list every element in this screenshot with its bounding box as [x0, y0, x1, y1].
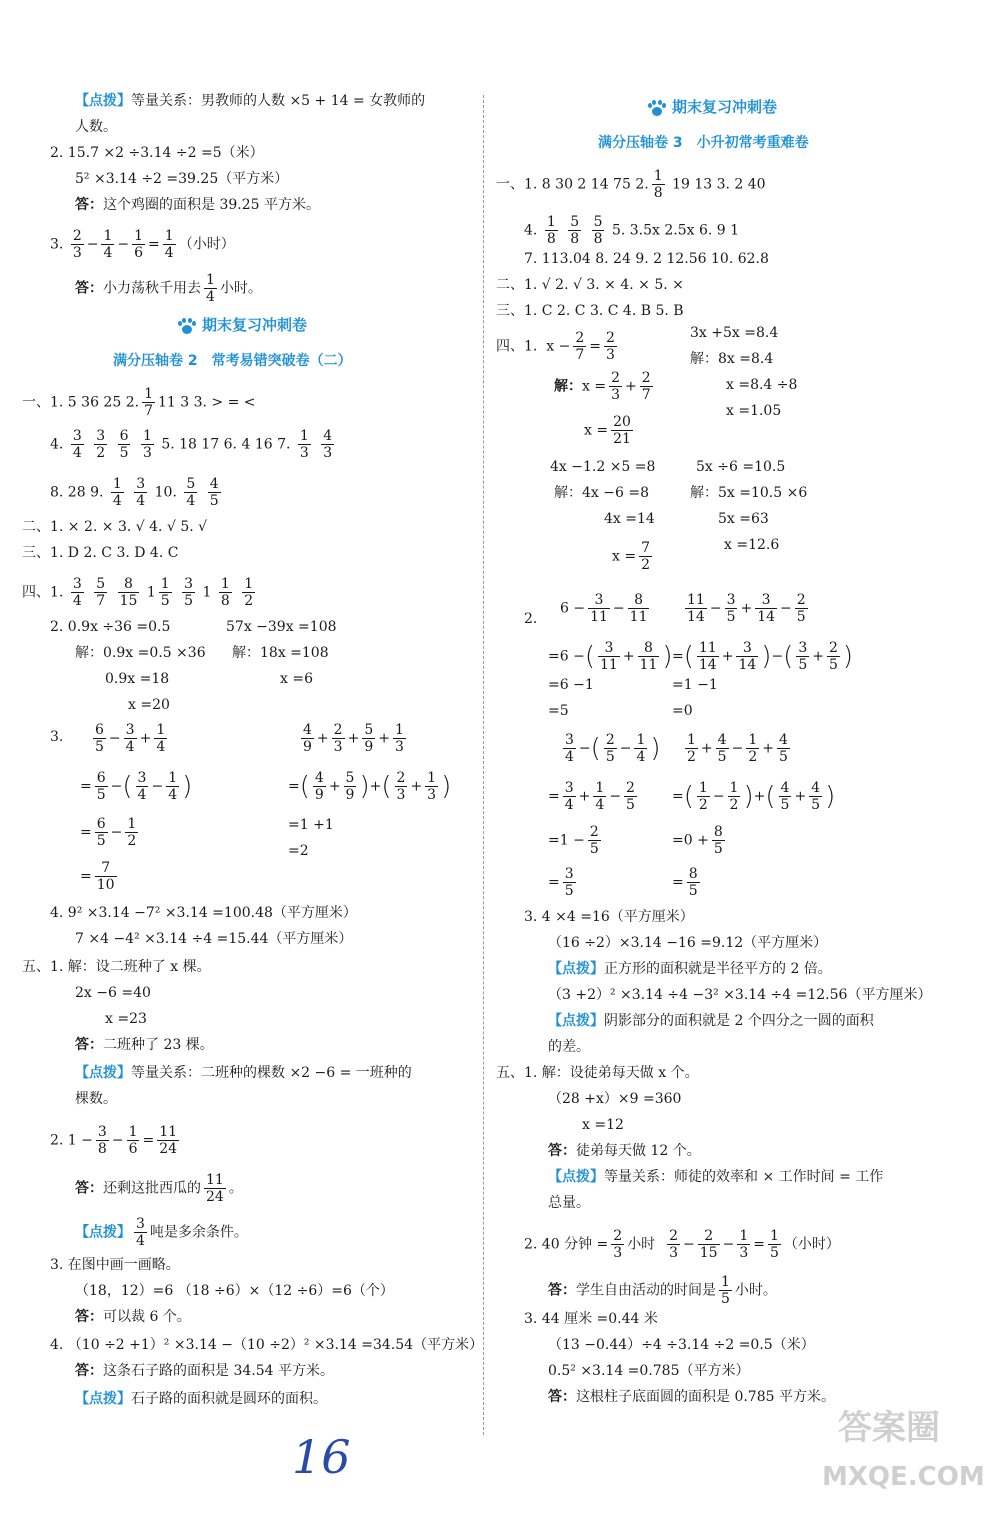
column-divider [483, 95, 484, 1435]
eq-line: 57x −39x =108 [226, 619, 337, 635]
q-number: 2. [524, 611, 538, 627]
calc-line: $\frac{4}{9}$ + $\frac{2}{3}$ + $\frac{5}{9}$ + $\frac{1}{3}$ [303, 722, 404, 755]
paw-icon [648, 100, 666, 116]
eq-line: 3x +5x =8.4 [690, 325, 779, 341]
calc-line: $\frac{11}{14}$ − $\frac{3}{5}$ + $\frac{3}{14}$ − $\frac{2}{5}$ [687, 592, 806, 625]
eq-line: 4x −1.2 ×5 =8 [550, 459, 656, 475]
q3-expression: 3. $\frac{2}{3}$ − $\frac{1}{4}$ − $\frac{1}{6}$ = $\frac{1}{4}$ （小时） [50, 228, 235, 261]
page-number: 16 [292, 1430, 351, 1484]
calc-line: 2. 40 分钟 = $\frac{2}{3}$ 小时 $\frac{2}{3}$ − $\frac{2}{15}$ − $\frac{1}{3}$ = $\frac{1}{5}$ （小时） [524, 1228, 840, 1261]
eq-line: 解：x = $\frac{2}{3}$ + $\frac{2}{7}$ [554, 370, 651, 403]
calc-line: =5 [548, 703, 569, 719]
calc-line: （3 +2）² ×3.14 ÷4 −3² ×3.14 ÷4 =12.56（平方厘米） [548, 987, 932, 1003]
calc-line: = $\frac{8}{5}$ [672, 866, 698, 899]
calc-line: =1 − $\frac{2}{5}$ [548, 824, 599, 857]
calc-line: = $\frac{6}{5}$ −( $\frac{3}{4}$ − $\frac{1}{4}$ ) [80, 770, 193, 803]
calc-line: =2 [288, 843, 309, 859]
calc-line: =( $\frac{1}{2}$ − $\frac{1}{2}$ )+( $\frac{4}{5}$ + $\frac{4}{5}$ ) [672, 780, 836, 813]
answer-text: 徒弟每天做 12 个。 [576, 1143, 701, 1159]
calc-line: = $\frac{6}{5}$ − $\frac{1}{2}$ [80, 816, 137, 849]
answer-text: 这个鸡圈的面积是 39.25 平方米。 [103, 197, 320, 213]
calc-line: =0 [672, 703, 693, 719]
hint-text: 等量关系：男教师的人数 ×5 + 14 = 女教师的 [131, 93, 426, 109]
eq-line: 2x −6 =40 [75, 985, 151, 1001]
s4-line1: 四、1. x − $\frac{2}{7}$ = $\frac{2}{3}$ [496, 330, 615, 363]
watermark-logo: 答案圈 [838, 1408, 940, 1448]
s5-line: 五、1. 解：设徒弟每天做 x 个。 [496, 1065, 699, 1081]
watermark-url: MXQE.COM [822, 1462, 985, 1492]
section-title: 期末复习冲刺卷 [648, 96, 777, 117]
hint-text: 等量关系：师徒的效率和 × 工作时间 = 工作 [604, 1169, 884, 1185]
calc-line: = $\frac{3}{5}$ [548, 866, 574, 899]
answer-text: 可以裁 6 个。 [103, 1309, 191, 1325]
hint-text: 总量。 [548, 1195, 590, 1211]
section-title: 期末复习冲刺卷 [178, 314, 307, 335]
s2-line: 二、1. × 2. × 3. √ 4. √ 5. √ [22, 519, 208, 535]
calc-line: 2. 1 − $\frac{3}{8}$ − $\frac{1}{6}$ = $\frac{11}{24}$ [50, 1124, 178, 1157]
calc-line: =1 +1 [288, 817, 334, 833]
calc-line: 7 ×4 −4² ×3.14 ÷4 =15.44（平方厘米） [75, 931, 353, 947]
q2-line: 5² ×3.14 ÷2 =39.25（平方米） [75, 171, 289, 187]
eq-line: x =12.6 [724, 537, 780, 553]
calc-line: = $\frac{3}{4}$ + $\frac{1}{4}$ − $\frac{2}{5}$ [548, 780, 635, 813]
calc-line: =6 −( $\frac{3}{11}$ + $\frac{8}{11}$ ) [548, 640, 673, 673]
s1-line2: 4. $\frac{1}{8}$ $\frac{5}{8}$ $\frac{5}{8}$ 5. 3.5x 2.5x 6. 9 1 [524, 214, 740, 247]
s1-line2: 4. $\frac{3}{4}$ $\frac{3}{2}$ $\frac{6}{5}$ $\frac{1}{3}$ 5. 18 17 6. 4 16 7. $\frac{1}{3}$ $\frac{4}{3}$ [50, 428, 333, 461]
eq-line: x =12 [582, 1117, 624, 1133]
calc-line: =( $\frac{11}{14}$ + $\frac{3}{14}$ )−( $\frac{3}{5}$ + $\frac{2}{5}$ ) [672, 640, 854, 673]
eq-line: 5x =63 [718, 511, 769, 527]
calc-line: （16 ÷2）×3.14 −16 =9.12（平方厘米） [548, 935, 828, 951]
hint-text: 等量关系：二班种的棵数 ×2 −6 = 一班种的 [131, 1065, 412, 1081]
s1-line1: 一、1. 5 36 25 2. $\frac{1}{7}$ 11 3 3. > = < [22, 386, 256, 419]
eq-line: x =23 [105, 1011, 147, 1027]
eq-line: x = $\frac{7}{2}$ [612, 540, 650, 573]
calc-line: =6 −1 [548, 677, 594, 693]
calc-line: （13 −0.44）÷4 ÷3.14 ÷2 =0.5（米） [548, 1337, 815, 1353]
s3-line: 三、1. C 2. C 3. C 4. B 5. B [496, 303, 684, 319]
hint-text: 棵数。 [75, 1091, 117, 1107]
eq-line: 0.9x =18 [105, 671, 170, 687]
eq-line: x =6 [280, 671, 313, 687]
calc-line: $\frac{6}{5}$ − $\frac{3}{4}$ + $\frac{1}{4}$ [95, 722, 166, 755]
eq-line: x =20 [128, 697, 170, 713]
s5-line: 五、1. 解：设二班种了 x 棵。 [22, 959, 211, 975]
calc-line: 3. 44 厘米 =0.44 米 [524, 1311, 658, 1327]
calc-line: 6 − $\frac{3}{11}$ − $\frac{8}{11}$ [560, 592, 648, 625]
answer-text: 这条石子路的面积是 34.54 平方米。 [103, 1363, 334, 1379]
calc-line: $\frac{1}{2}$ + $\frac{4}{5}$ − $\frac{1}{2}$ + $\frac{4}{5}$ [687, 732, 788, 765]
eq-line: 2. 0.9x ÷36 =0.5 [50, 619, 171, 635]
calc-line: 4. （10 ÷2 +1）² ×3.14 −（10 ÷2）² ×3.14 =34.54（平方米） [50, 1337, 484, 1353]
hint-text: 石子路的面积就是圆环的面积。 [131, 1391, 327, 1407]
eq-line: （28 +x）×9 =360 [548, 1091, 682, 1107]
eq-line: 5x ÷6 =10.5 [696, 459, 786, 475]
s1-line3: 7. 113.04 8. 24 9. 2 12.56 10. 62.8 [524, 251, 769, 267]
eq-line: x =8.4 ÷8 [726, 377, 798, 393]
calc-line: 3. 4 ×4 =16（平方厘米） [524, 909, 694, 925]
eq-line: 解：18x =108 [232, 645, 329, 661]
eq-line: 解：4x −6 =8 [554, 485, 649, 501]
q2-line: 2. 15.7 ×2 ÷3.14 ÷2 =5（米） [50, 145, 264, 161]
q-number: 3. [50, 729, 64, 745]
hint-text: 正方形的面积就是半径平方的 2 倍。 [604, 961, 832, 977]
calc-line: =1 −1 [672, 677, 718, 693]
s1-line3: 8. 28 9. $\frac{1}{4}$ $\frac{3}{4}$ 10. $\frac{5}{4}$ $\frac{4}{5}$ [50, 476, 219, 509]
calc-line: 0.5² ×3.14 =0.785（平方米） [548, 1363, 750, 1379]
hint-text: 吨是多余条件。 [149, 1224, 248, 1241]
hint-text: 阴影部分的面积就是 2 个四分之一圆的面积 [604, 1013, 874, 1029]
calc-line: =( $\frac{4}{9}$ + $\frac{5}{9}$ )+( $\frac{2}{3}$ + $\frac{1}{3}$ ) [288, 770, 452, 803]
eq-line: 解：8x =8.4 [690, 351, 774, 367]
hint-label: 【点拨】 [75, 93, 131, 109]
calc-line: =0 + $\frac{8}{5}$ [672, 824, 723, 857]
eq-line: x =1.05 [726, 403, 782, 419]
answer-text: 二班种了 23 棵。 [103, 1037, 214, 1053]
calc-line: $\frac{3}{4}$ −( $\frac{2}{5}$ − $\frac{1}{4}$ ) [565, 732, 661, 765]
s3-line: 三、1. D 2. C 3. D 4. C [22, 545, 179, 561]
eq-line: x = $\frac{20}{21}$ [584, 414, 631, 447]
calc-line: 4. 9² ×3.14 −7² ×3.14 =100.48（平方厘米） [50, 905, 357, 921]
paw-icon [178, 318, 196, 334]
eq-line: 解：0.9x =0.5 ×36 [75, 645, 206, 661]
hint-text: 的差。 [548, 1039, 590, 1055]
calc-line: （18，12）=6 （18 ÷6）×（12 ÷6）=6（个） [75, 1283, 394, 1299]
paper-subtitle: 满分压轴卷 2 常考易错突破卷（二） [113, 353, 352, 369]
eq-line: 4x =14 [604, 511, 655, 527]
hint-text: 人数。 [75, 119, 117, 135]
eq-line: 解：5x =10.5 ×6 [690, 485, 808, 501]
s4-line1: 四、1. $\frac{3}{4}$ $\frac{5}{7}$ $\frac{8}{15}$ 1 $\frac{1}{5}$ $\frac{3}{5}$ 1 $\frac{1}{8}$ $\frac{1}{2}$ [22, 576, 254, 609]
paper-subtitle: 满分压轴卷 3 小升初常考重难卷 [598, 135, 809, 151]
calc-line: = $\frac{7}{10}$ [80, 860, 115, 893]
s1-line1: 一、1. 8 30 2 14 75 2. $\frac{1}{8}$ 19 13 3. 2 40 [496, 168, 766, 201]
answer-text: 这根柱子底面圆的面积是 0.785 平方米。 [576, 1389, 835, 1405]
calc-line: 3. 在图中画一画略。 [50, 1257, 180, 1273]
s2-line: 二、1. √ 2. √ 3. × 4. × 5. × [496, 277, 684, 293]
